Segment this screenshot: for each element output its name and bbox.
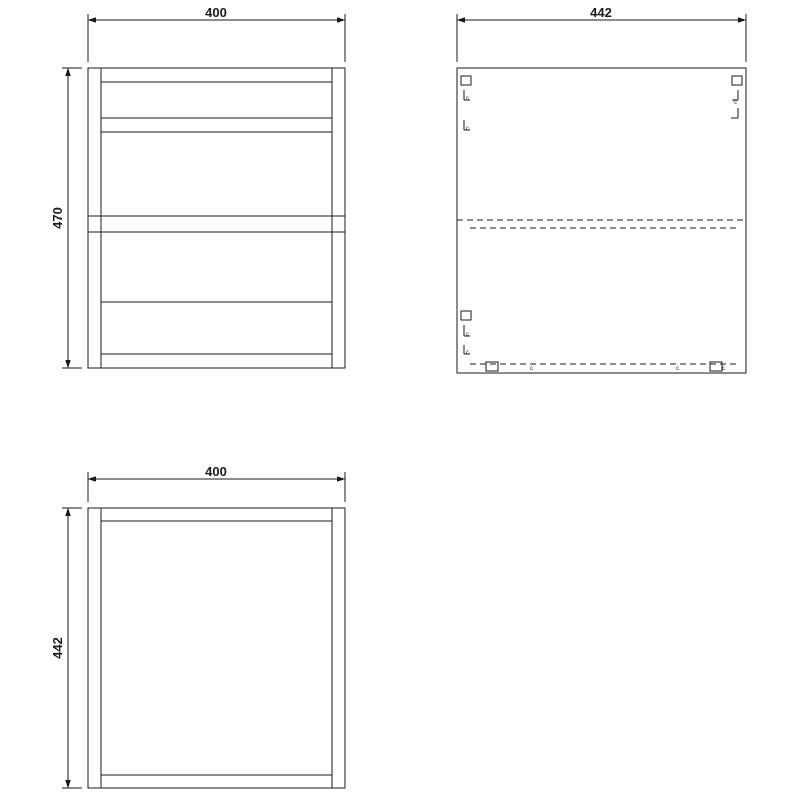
hardware-mark-icon: c: [676, 366, 679, 372]
side-elevation-view: [457, 68, 746, 373]
front-height-dimension: [62, 68, 82, 368]
hardware-mark-icon: c: [466, 96, 469, 102]
hardware-mark-icon: c: [466, 350, 469, 356]
plan-width-dimension-label: 400: [205, 464, 227, 479]
side-width-dimension: [457, 14, 746, 62]
hardware-mark-icon: c: [466, 332, 469, 338]
front-elevation-view: [88, 68, 345, 368]
front-height-dimension-label: 470: [50, 207, 65, 229]
hardware-mark-icon: c: [466, 126, 469, 132]
hardware-mark-icon: c: [734, 100, 737, 106]
plan-height-dimension-label: 442: [50, 637, 65, 659]
front-width-dimension-label: 400: [205, 5, 227, 20]
hardware-mark-icon: c: [722, 366, 725, 372]
plan-view-shape: [88, 508, 345, 788]
hardware-mark-icon: c: [530, 366, 533, 372]
plan-height-dimension: [62, 508, 82, 788]
front-width-dimension: [88, 14, 345, 62]
side-width-dimension-label: 442: [590, 5, 612, 20]
